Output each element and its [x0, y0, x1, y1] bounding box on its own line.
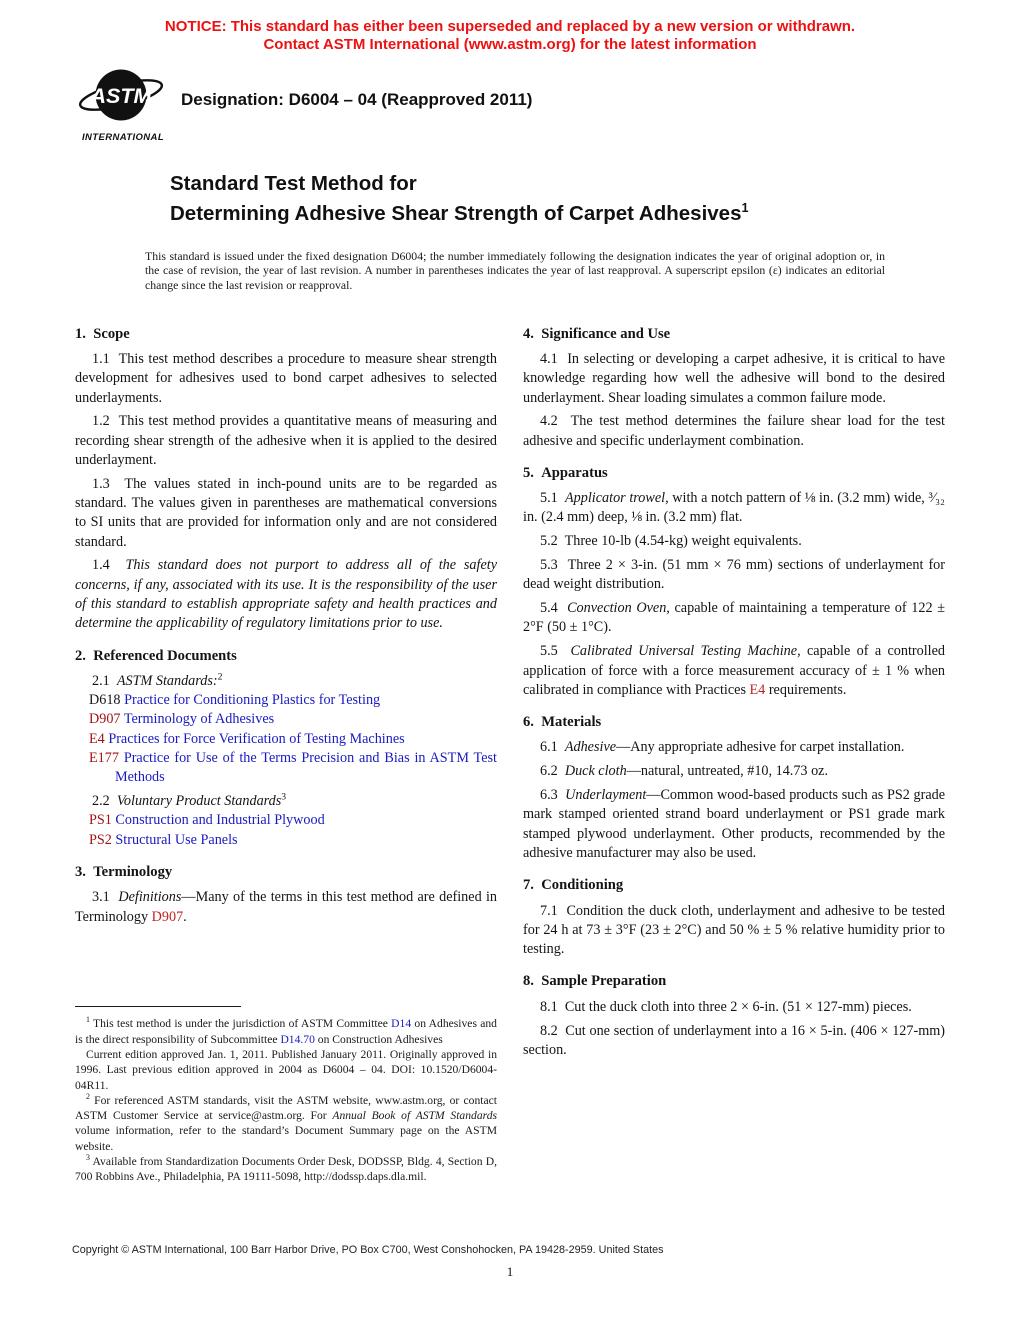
body-paragraph — [523, 556, 945, 595]
astm-logo — [75, 68, 171, 143]
text-segment: 3.1 — [92, 889, 119, 906]
reference-item — [75, 811, 497, 830]
body-paragraph — [523, 786, 945, 863]
footnote — [75, 1154, 497, 1185]
text-segment: 2.2 — [92, 793, 117, 810]
body-paragraph — [75, 792, 497, 811]
right-column — [523, 323, 945, 1185]
text-segment: 3 — [86, 1153, 90, 1163]
text-segment: Calibrated Universal Testing Machine, — [570, 643, 801, 660]
text-segment: Convection Oven, — [567, 600, 670, 617]
text-segment: This test method is under the jurisdiction of ASTM Committee — [89, 1017, 392, 1031]
body-paragraph — [523, 762, 945, 781]
text-segment: —natural, untreated, #10, 14.73 oz. — [626, 763, 829, 780]
section-heading: 3. Terminology — [75, 864, 173, 881]
designation-text: Designation: D6004 – 04 (Reapproved 2011) — [181, 90, 533, 109]
text-segment: on Construction Adhesives — [314, 1032, 443, 1046]
body-paragraph — [523, 599, 945, 638]
astm-logo-international-label: INTERNATIONAL — [81, 132, 165, 143]
text-segment: on Adhesives and is the direct responsibility of Subcommittee — [75, 1017, 497, 1046]
body-paragraph — [75, 350, 497, 408]
left-column — [75, 323, 497, 1185]
doc-link[interactable]: Practices for Force Verification of Testing Machines — [108, 730, 405, 747]
text-segment: 2 — [86, 1091, 90, 1101]
section-heading: 8. Sample Preparation — [523, 973, 667, 990]
text-segment: capable of maintaining a temperature of 122 ± 2°F (50 ± 1°C). — [523, 600, 946, 636]
text-segment: This standard does not purport to address all of the safety concerns, if any, associated with its use. It is the responsibility of the user of this standard to establish appropriate safety and health practices and determine the applicability of regulatory limitations prior to use. — [75, 557, 497, 632]
text-segment: requirements. — [765, 681, 847, 698]
body-paragraph — [523, 350, 945, 408]
footnote-separator — [75, 1006, 241, 1007]
reference-item — [75, 831, 497, 850]
body-paragraph — [75, 672, 497, 691]
text-segment: Applicator trowel, — [565, 490, 669, 507]
left-column-sections — [75, 323, 497, 927]
text-segment: Annual Book of ASTM Standards — [332, 1109, 498, 1123]
text-segment: 1.4 — [92, 557, 126, 574]
body-paragraph — [523, 902, 945, 960]
reference-item — [75, 710, 497, 729]
text-segment: 6.2 — [540, 763, 565, 780]
text-segment: —Any appropriate adhesive for carpet installation. — [616, 739, 905, 756]
text-segment: capable of a controlled application of force with a force measurement accuracy of ± 1 % when calibrated in compliance with Practices — [523, 643, 946, 698]
text-segment: Adhesive — [564, 739, 617, 756]
footnotes-block — [75, 1000, 497, 1184]
body-paragraph — [523, 998, 945, 1017]
body-paragraph — [75, 556, 497, 633]
document-header — [75, 68, 945, 146]
doc-link[interactable]: Practice for Use of the Terms Precision and Bias in ASTM Test Methods — [115, 750, 497, 786]
text-segment: 6.3 — [540, 787, 566, 804]
title-line-2: Determining Adhesive Shear Strength of Carpet Adhesives$^1$ — [170, 199, 749, 225]
section-heading: 6. Materials — [523, 714, 602, 731]
doc-link[interactable]: E4 — [89, 730, 105, 747]
text-segment: . — [183, 908, 187, 925]
body-paragraph — [75, 475, 497, 552]
doc-link[interactable]: Terminology of Adhesives — [123, 711, 275, 728]
text-segment: Available from Standardization Documents Order Desk, DODSSP, Bldg. 4, Section D, 700 Robbins Ave., Philadelphia, PA 19111-5098, http://dodssp.daps.dla.mil. — [75, 1155, 497, 1184]
doc-link[interactable]: D907 — [89, 711, 121, 728]
footnote-list — [75, 1016, 497, 1184]
issuance-note: This standard is issued under the fixed designation D6004; the number immediately following the designation indicates the year of original adoption or, in the case of revision, the year of last revision. A number in parentheses indicates the year of last reapproval. A superscript epsilon (ε) indicates an editorial change since the last revision or reapproval. — [145, 248, 885, 293]
title-line-1: Standard Test Method for — [170, 172, 417, 195]
text-segment: 1.3 The values stated in inch-pound units are to be regarded as standard. The values given in parentheses are mathematical conversions to SI units that are provided for information only and are not considered standard. — [75, 475, 497, 550]
body-paragraph — [523, 642, 945, 700]
doc-link[interactable]: D14 — [391, 1017, 412, 1031]
reference-item — [75, 691, 497, 710]
doc-link[interactable]: E177 — [89, 750, 119, 767]
text-segment: 1.1 This test method describes a procedure to measure shear strength development for adhesives used to bond carpet adhesives to selected underlayments. — [75, 350, 497, 406]
doc-link[interactable]: D14.70 — [280, 1032, 315, 1046]
body-paragraph — [523, 489, 945, 528]
doc-link[interactable]: Construction and Industrial Plywood — [115, 812, 325, 829]
reference-item — [75, 730, 497, 749]
text-segment: 5.1 — [540, 490, 566, 507]
title-footnote-marker: 1 — [741, 199, 749, 215]
text-segment: ASTM Standards: — [116, 672, 218, 689]
footnote — [75, 1016, 497, 1047]
svg-text:ASTM: ASTM — [90, 84, 152, 108]
text-segment: Duck cloth — [564, 763, 627, 780]
body-paragraph — [523, 738, 945, 757]
text-segment: 7.1 Condition the duck cloth, underlayment and adhesive to be tested for 24 h at 73 ± 3°F (23 ± 2°C) and 50 % ± 5 % relative humidity prior to testing. — [523, 902, 945, 958]
footnote — [75, 1047, 497, 1093]
text-segment: 4.1 In selecting or developing a carpet adhesive, it is critical to have knowledge regarding how well the adhesive will bond to the desired underlayment. Shear loading simulates a common failure mode. — [523, 350, 945, 406]
text-segment: Definitions — [118, 889, 182, 906]
text-segment: —Common wood-based products such as PS2 grade mark stamped oriented strand board underlayment or PS1 grade mark stamped plywood underlayment. Other products, recommended by the adhesive manufacturer may also be used. — [523, 787, 946, 861]
text-segment: with a notch pattern of ⅛ in. (3.2 mm) wide, ³⁄₃₂ in. (2.4 mm) deep, ⅛ in. (3.2 mm) flat. — [523, 490, 946, 526]
doc-link[interactable]: E4 — [749, 681, 766, 698]
text-segment: Underlayment — [565, 787, 647, 804]
text-segment: 8.2 Cut one section of underlayment into a 16 × 5-in. (406 × 127-mm) section. — [523, 1022, 945, 1058]
section-heading: 2. Referenced Documents — [75, 647, 237, 664]
text-segment: 2 — [217, 671, 223, 683]
text-segment: 1.2 This test method provides a quantitative means of measuring and recording shear strength of the adhesive when it is applied to the desired underlayment. — [75, 413, 497, 468]
text-segment: 5.5 — [540, 643, 571, 660]
text-segment: 8.1 Cut the duck cloth into three 2 × 6-in. (51 × 127-mm) pieces. — [540, 998, 912, 1015]
notice-line-2: Contact ASTM International (www.astm.org) for the latest information — [263, 36, 757, 53]
text-segment: For referenced ASTM standards, visit the ASTM website, www.astm.org, or contact ASTM Customer Service at service@astm.org. For — [75, 1093, 497, 1123]
text-segment: 1 — [86, 1015, 90, 1025]
section-heading: 5. Apparatus — [523, 464, 608, 481]
two-column-body — [75, 323, 945, 1185]
text-segment: D618 — [89, 692, 125, 709]
body-paragraph — [523, 532, 945, 551]
text-segment: 5.3 Three 2 × 3-in. (51 mm × 76 mm) sections of underlayment for dead weight distribution. — [523, 557, 945, 593]
text-segment: 6.1 — [540, 739, 565, 756]
footnote — [75, 1093, 497, 1154]
body-paragraph — [523, 1022, 945, 1061]
text-segment: Current edition approved Jan. 1, 2011. Published January 2011. Originally approved in 1996. Last previous edition approved in 2004 as D6004 – 04. DOI: 10.1520/D6004-04R11. — [75, 1047, 497, 1092]
text-segment: Voluntary Product Standards — [116, 793, 282, 810]
doc-link[interactable]: D907 — [151, 908, 184, 925]
astm-globe-icon — [77, 68, 169, 130]
section-heading: 7. Conditioning — [523, 877, 624, 894]
text-segment: —Many of the terms in this test method are defined in Terminology — [75, 889, 497, 925]
doc-link[interactable]: PS1 — [89, 812, 112, 829]
right-column-sections — [523, 323, 945, 1061]
reference-item — [75, 749, 497, 788]
notice-line-1: NOTICE: This standard has either been superseded and replaced by a new version or withdrawn. — [164, 18, 856, 35]
doc-link[interactable]: Practice for Conditioning Plastics for Testing — [124, 692, 381, 709]
text-segment: 3 — [281, 791, 287, 803]
section-heading: 4. Significance and Use — [523, 325, 671, 342]
superseded-notice — [75, 18, 945, 54]
page-number: 1 — [506, 1264, 514, 1279]
body-paragraph — [75, 888, 497, 927]
copyright-line: Copyright © ASTM International, 100 Barr Harbor Drive, PO Box C700, West Conshohocken, PA 19428-2959. United States — [72, 1244, 664, 1256]
section-heading: 1. Scope — [75, 325, 130, 342]
body-paragraph — [523, 412, 945, 451]
doc-link[interactable]: Structural Use Panels — [115, 831, 238, 848]
text-segment: volume information, refer to the standard’s Document Summary page on the ASTM website. — [75, 1124, 497, 1153]
standard-title — [170, 172, 945, 225]
text-segment: 2.1 — [92, 672, 117, 689]
text-segment: 5.2 Three 10-lb (4.54-kg) weight equivalents. — [540, 533, 802, 550]
text-segment: 4.2 The test method determines the failure shear load for the test adhesive and specific underlayment combination. — [523, 413, 945, 449]
doc-link[interactable]: PS2 — [89, 831, 112, 848]
text-segment: 5.4 — [540, 600, 568, 617]
body-paragraph — [75, 412, 497, 470]
